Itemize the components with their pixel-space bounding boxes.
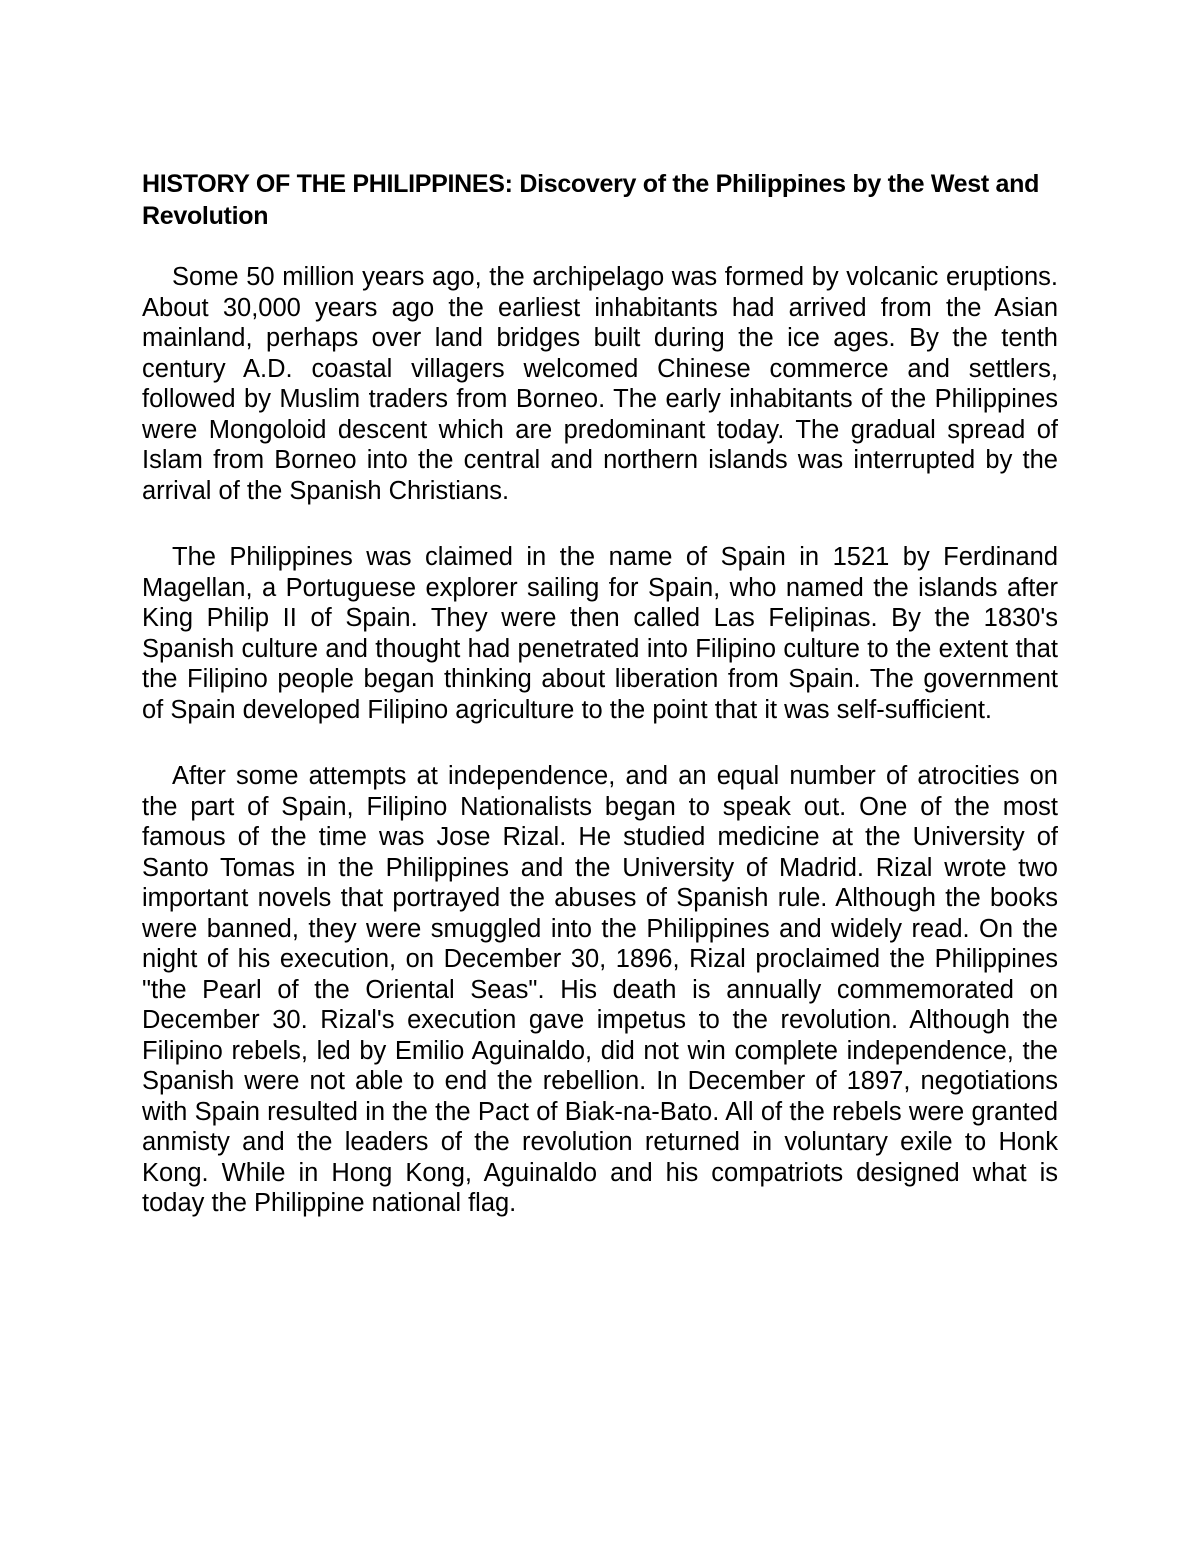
- paragraph-origins: Some 50 million years ago, the archipelago was formed by volcanic eruptions. About 30,000 years ago the earliest inhabitants had arrived from the Asian mainland, perhaps over land bridges built during the ice ages. By the tenth century A.D. coastal villagers welcomed Chinese commerce and settlers, followed by Muslim traders from Borneo. The early inhabitants of the Philippines were Mongoloid descent which are predominant today. The gradual spread of Islam from Borneo into the central and northern islands was interrupted by the arrival of the Spanish Christians.: [142, 263, 1058, 505]
- title-prefix: HISTORY OF THE PHILIPPINES:: [142, 170, 513, 198]
- title-subtitle: Discovery of the Philippines by the West and Revolution: [142, 170, 1040, 230]
- document-page: [142, 168, 1058, 1219]
- document-title: [142, 168, 1058, 232]
- paragraph-spanish-claim: The Philippines was claimed in the name of Spain in 1521 by Ferdinand Magellan, a Portuguese explorer sailing for Spain, who named the islands after King Philip II of Spain. They were then called Las Felipinas. By the 1830's Spanish culture and thought had penetrated into Filipino culture to the extent that the Filipino people began thinking about liberation from Spain. The government of Spain developed Filipino agriculture to the point that it was self-sufficient.: [142, 543, 1058, 724]
- paragraph-revolution: After some attempts at independence, and an equal number of atrocities on the part of Spain, Filipino Nationalists began to speak out. One of the most famous of the time was Jose Rizal. He studied medicine at the University of Santo Tomas in the Philippines and the University of Madrid. Rizal wrote two important novels that portrayed the abuses of Spanish rule. Although the books were banned, they were smuggled into the Philippines and widely read. On the night of his execution, on December 30, 1896, Rizal proclaimed the Philippines "the Pearl of the Oriental Seas". His death is annually commemorated on December 30. Rizal's execution gave impetus to the revolution. Although the Filipino rebels, led by Emilio Aguinaldo, did not win complete independence, the Spanish were not able to end the rebellion. In December of 1897, negotiations with Spain resulted in the the Pact of Biak-na-Bato. All of the rebels were granted anmisty and the leaders of the revolution returned in voluntary exile to Honk Kong. While in Hong Kong, Aguinaldo and his compatriots designed what is today the Philippine national flag.: [142, 762, 1058, 1217]
